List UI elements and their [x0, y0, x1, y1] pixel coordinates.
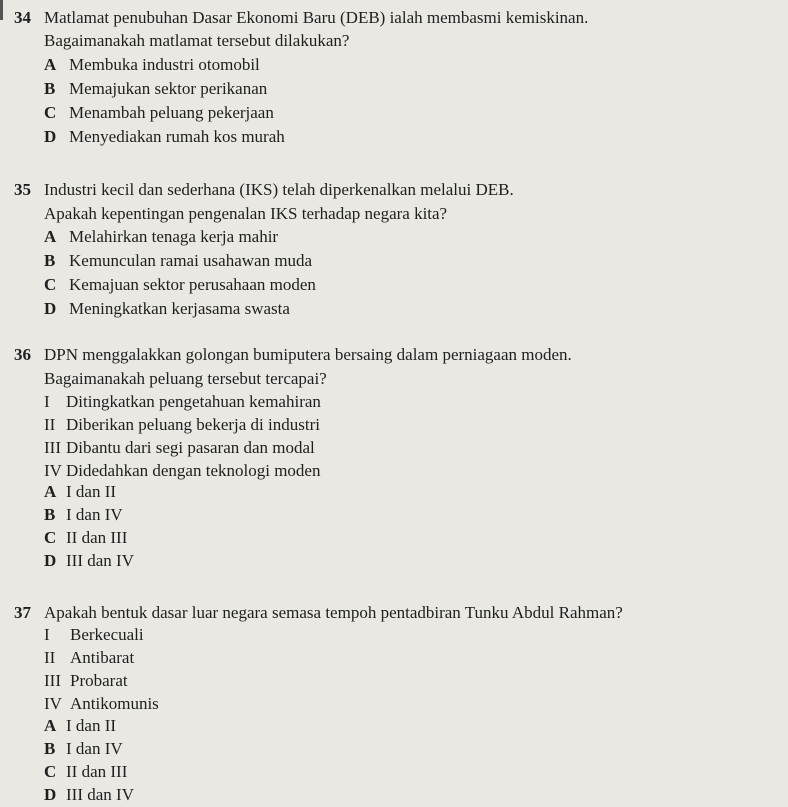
answer-option-a[interactable]: A Membuka industri otomobil	[44, 55, 260, 74]
answer-option-d[interactable]: D Menyediakan rumah kos murah	[44, 127, 285, 146]
answer-option-b[interactable]: B I dan IV	[44, 505, 123, 524]
question-number: 37	[14, 603, 31, 622]
statement-iv: IV Antikomunis	[44, 694, 159, 713]
statement-ii: II Antibarat	[44, 648, 135, 667]
question-stem-line: Apakah bentuk dasar luar negara semasa tempoh pentadbiran Tunku Abdul Rahman?	[44, 603, 623, 622]
answer-option-c[interactable]: C II dan III	[44, 528, 128, 547]
statement-iii: III Dibantu dari segi pasaran dan modal	[44, 438, 315, 457]
question-number: 35	[14, 180, 31, 199]
question-stem-line: Matlamat penubuhan Dasar Ekonomi Baru (DEB) ialah membasmi kemiskinan.	[44, 8, 589, 27]
question-stem-line: Apakah kepentingan pengenalan IKS terhadap negara kita?	[44, 204, 448, 223]
answer-option-a[interactable]: A Melahirkan tenaga kerja mahir	[44, 227, 279, 246]
question-stem-line: Bagaimanakah peluang tersebut tercapai?	[44, 369, 327, 388]
statement-ii: II Diberikan peluang bekerja di industri	[44, 415, 320, 434]
answer-option-c[interactable]: C Menambah peluang pekerjaan	[44, 103, 274, 122]
statement-i: I Berkecuali	[44, 625, 144, 644]
answer-option-b[interactable]: B Memajukan sektor perikanan	[44, 79, 268, 98]
answer-option-c[interactable]: C II dan III	[44, 762, 128, 781]
page-edge-mark	[0, 0, 3, 20]
question-number: 36	[14, 345, 31, 364]
answer-option-b[interactable]: B Kemunculan ramai usahawan muda	[44, 251, 313, 270]
answer-option-d[interactable]: D Meningkatkan kerjasama swasta	[44, 299, 290, 318]
answer-option-a[interactable]: A I dan II	[44, 716, 117, 735]
answer-option-b[interactable]: B I dan IV	[44, 739, 123, 758]
statement-i: I Ditingkatkan pengetahuan kemahiran	[44, 392, 321, 411]
question-stem-line: Bagaimanakah matlamat tersebut dilakukan?	[44, 31, 350, 50]
answer-option-d[interactable]: D III dan IV	[44, 785, 134, 804]
answer-option-c[interactable]: C Kemajuan sektor perusahaan moden	[44, 275, 316, 294]
answer-option-d[interactable]: D III dan IV	[44, 551, 134, 570]
answer-option-a[interactable]: A I dan II	[44, 482, 117, 501]
question-stem-line: Industri kecil dan sederhana (IKS) telah diperkenalkan melalui DEB.	[44, 180, 514, 199]
question-number: 34	[14, 8, 31, 27]
statement-iv: IV Didedahkan dengan teknologi moden	[44, 461, 321, 480]
statement-iii: III Probarat	[44, 671, 128, 690]
question-stem-line: DPN menggalakkan golongan bumiputera bersaing dalam perniagaan moden.	[44, 345, 572, 364]
